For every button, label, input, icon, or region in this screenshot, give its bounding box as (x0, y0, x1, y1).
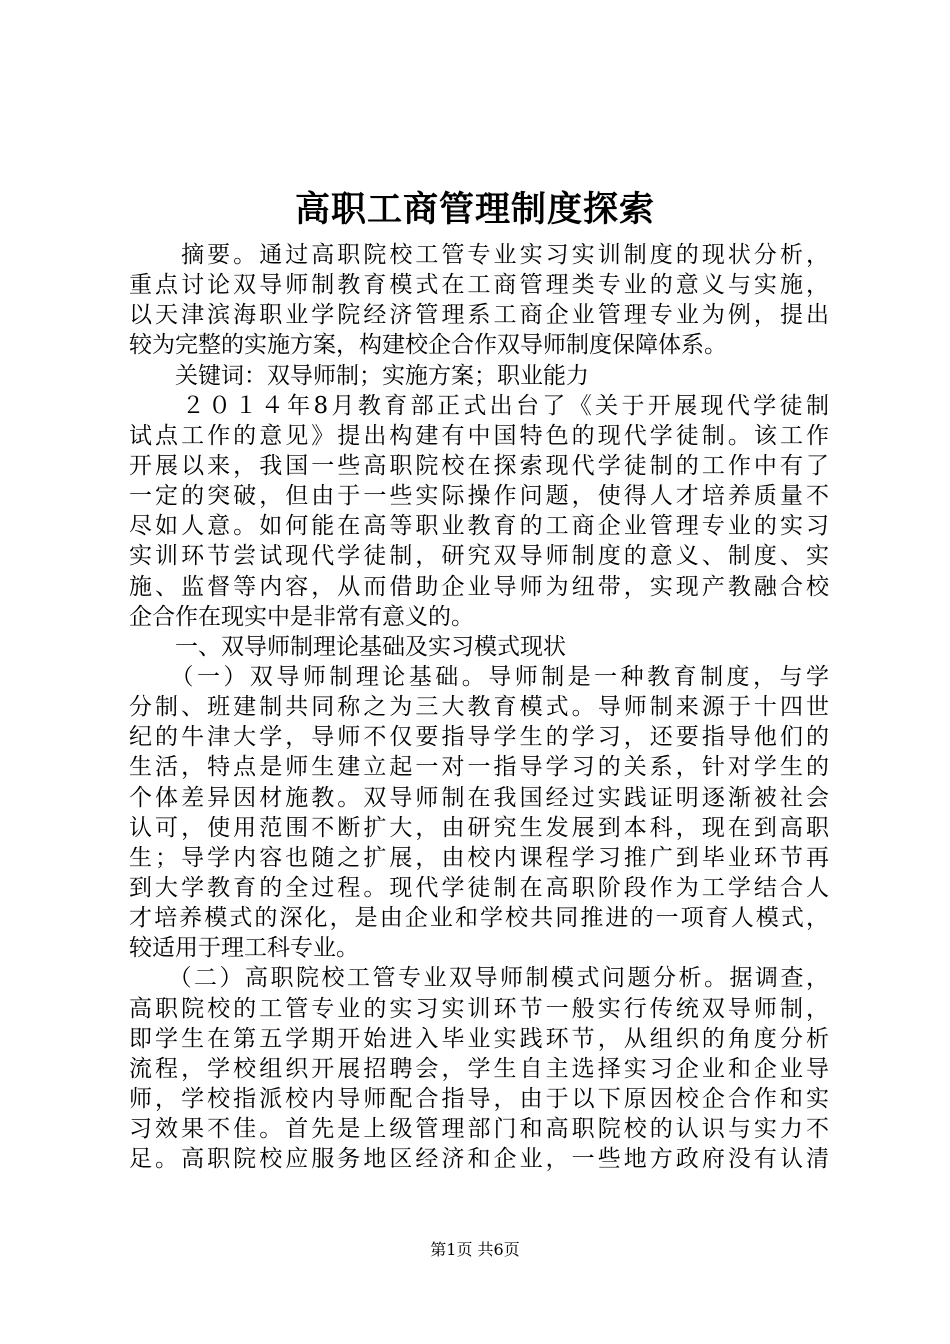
text-line: 纪的牛津大学，导师不仅要指导学生的学习，还要指导他们的 (129, 724, 829, 751)
text-line: 生活，特点是师生建立起一对一指导学习的关系，针对学生的 (129, 754, 829, 781)
text-line: 高职院校的工管专业的实习实训环节一般实行传统双导师制， (129, 995, 829, 1022)
text-line: 试点工作的意见》提出构建有中国特色的现代学徒制。该工作 (129, 422, 829, 449)
text-line: ２０１４年8月教育部正式出台了《关于开展现代学徒制 (129, 392, 829, 419)
page-number-footer: 第1页 共6页 (430, 1240, 520, 1259)
text-line: 较为完整的实施方案，构建校企合作双导师制度保障体系。 (129, 332, 727, 359)
text-line: 才培养模式的深化，是由企业和学校共同推进的一项育人模式， (129, 905, 829, 932)
text-line: 实训环节尝试现代学徒制，研究双导师制度的意义、制度、实 (129, 543, 829, 570)
text-line: 习效果不佳。首先是上级管理部门和高职院校的认识与实力不 (129, 1116, 829, 1143)
text-line: 师，学校指派校内导师配合指导，由于以下原因校企合作和实 (129, 1085, 829, 1112)
text-line: 较适用于理工科专业。 (129, 935, 359, 962)
text-line: 个体差异因材施教。双导师制在我国经过实践证明逐渐被社会 (129, 784, 829, 811)
text-line: 流程，学校组织开展招聘会，学生自主选择实习企业和企业导 (129, 1055, 829, 1082)
text-line: 以天津滨海职业学院经济管理系工商企业管理专业为例，提出 (129, 302, 829, 329)
text-line: 分制、班建制共同称之为三大教育模式。导师制来源于十四世 (129, 694, 829, 721)
text-line: 生；导学内容也随之扩展，由校内课程学习推广到毕业环节再 (129, 844, 829, 871)
text-line: 一定的突破，但由于一些实际操作问题，使得人才培养质量不 (129, 483, 829, 510)
text-line: 足。高职院校应服务地区经济和企业，一些地方政府没有认清 (129, 1146, 829, 1173)
text-line: 尽如人意。如何能在高等职业教育的工商企业管理专业的实习 (129, 513, 829, 540)
text-line: （二）高职院校工管专业双导师制模式问题分析。据调查， (129, 965, 829, 992)
text-line: 重点讨论双导师制教育模式在工商管理类专业的意义与实施， (129, 272, 829, 299)
document-title: 高职工商管理制度探索 (294, 189, 655, 230)
text-line: （一）双导师制理论基础。导师制是一种教育制度，与学 (129, 663, 829, 690)
text-line: 即学生在第五学期开始进入毕业实践环节，从组织的角度分析 (129, 1025, 829, 1052)
text-line: 施、监督等内容，从而借助企业导师为纽带，实现产教融合校 (129, 573, 829, 600)
document-body (129, 240, 829, 1174)
text-line: 开展以来，我国一些高职院校在探索现代学徒制的工作中有了 (129, 452, 829, 479)
text-line: 企合作在现实中是非常有意义的。 (129, 603, 474, 630)
text-line: 认可，使用范围不断扩大，由研究生发展到本科，现在到高职 (129, 814, 829, 841)
section-heading: 一、双导师制理论基础及实习模式现状 (129, 633, 566, 660)
text-line: 到大学教育的全过程。现代学徒制在高职阶段作为工学结合人 (129, 874, 829, 901)
keywords-line: 关键词：双导师制；实施方案；职业能力 (129, 362, 589, 389)
text-line: 摘要。通过高职院校工管专业实习实训制度的现状分析， (129, 242, 829, 268)
